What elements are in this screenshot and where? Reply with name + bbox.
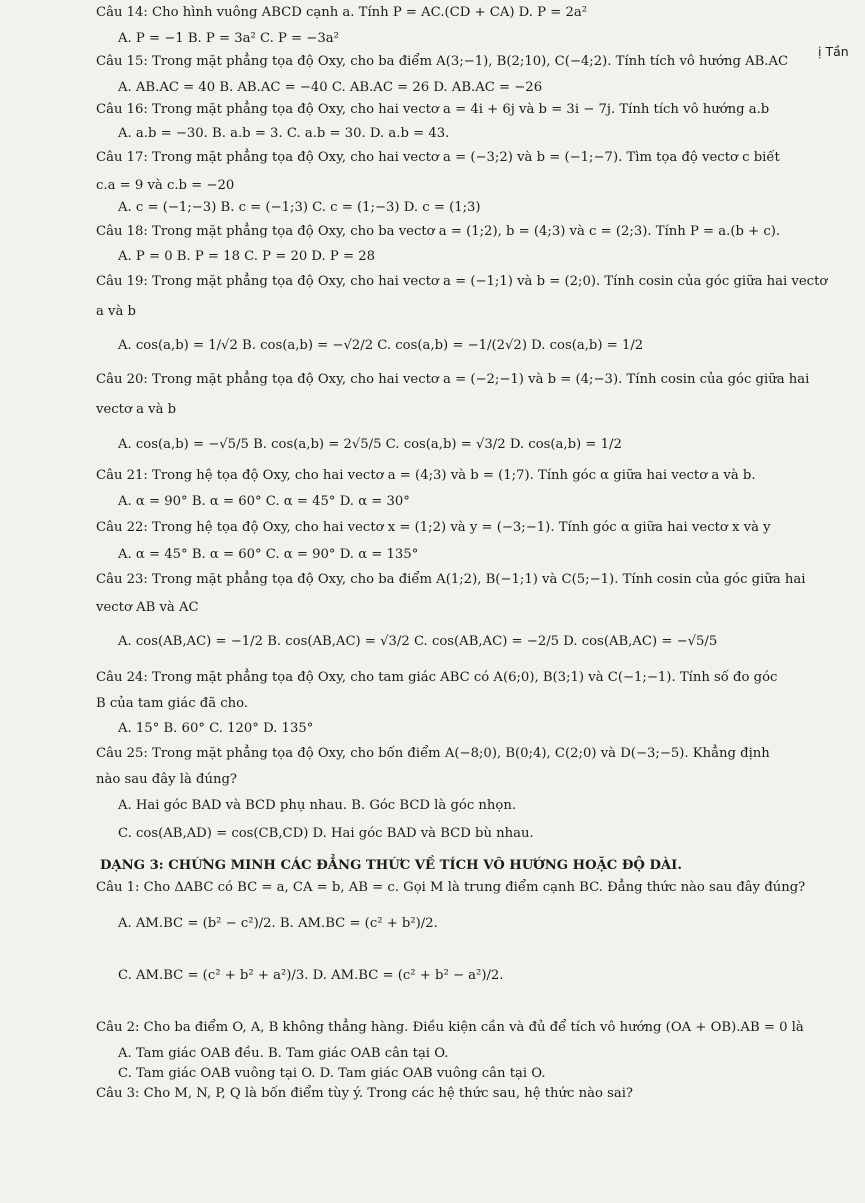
text-line: Câu 21: Trong hệ tọa độ Oxy, cho hai vectơ a = (4;3) và b = (1;7). Tính góc α giữa hai vectơ a và b. — [96, 468, 756, 483]
text-line: C. AM.BC = (c² + b² + a²)/3. D. AM.BC = (c² + b² − a²)/2. — [118, 968, 504, 983]
side-note: ị Tần — [818, 44, 849, 59]
text-line: Câu 25: Trong mặt phẳng tọa độ Oxy, cho bốn điểm A(−8;0), B(0;4), C(2;0) và D(−3;−5). Khẳng định — [96, 746, 770, 761]
text-line: A. c = (−1;−3) B. c = (−1;3) C. c = (1;−3) D. c = (1;3) — [118, 200, 481, 215]
text-line: B của tam giác đã cho. — [96, 696, 249, 711]
text-line: C. Tam giác OAB vuông tại O. D. Tam giác OAB vuông cân tại O. — [118, 1066, 546, 1081]
text-line: A. α = 45° B. α = 60° C. α = 90° D. α = 135° — [118, 547, 419, 562]
text-line: Câu 22: Trong hệ tọa độ Oxy, cho hai vectơ x = (1;2) và y = (−3;−1). Tính góc α giữa hai vectơ x và y — [96, 520, 771, 535]
text-line: A. a.b = −30. B. a.b = 3. C. a.b = 30. D. a.b = 43. — [118, 126, 450, 141]
text-line: A. α = 90° B. α = 60° C. α = 45° D. α = 30° — [118, 494, 410, 509]
text-line: A. AB.AC = 40 B. AB.AC = −40 C. AB.AC = 26 D. AB.AC = −26 — [118, 80, 543, 95]
text-line: Câu 1: Cho ΔABC có BC = a, CA = b, AB = c. Gọi M là trung điểm cạnh BC. Đẳng thức nào sau đây đúng? — [96, 880, 806, 895]
text-line: Câu 24: Trong mặt phẳng tọa độ Oxy, cho tam giác ABC có A(6;0), B(3;1) và C(−1;−1). Tính số đo góc — [96, 670, 778, 685]
text-line: vectơ AB và AC — [96, 600, 199, 615]
text-line: A. cos(AB,AC) = −1/2 B. cos(AB,AC) = √3/2 C. cos(AB,AC) = −2/5 D. cos(AB,AC) = −√5/5 — [118, 634, 718, 649]
text-line: A. cos(a,b) = 1/√2 B. cos(a,b) = −√2/2 C. cos(a,b) = −1/(2√2) D. cos(a,b) = 1/2 — [118, 338, 644, 353]
text-line: a và b — [96, 304, 137, 319]
text-line: Câu 14: Cho hình vuông ABCD cạnh a. Tính P = AC.(CD + CA) D. P = 2a² — [96, 5, 588, 20]
text-line: Câu 19: Trong mặt phẳng tọa độ Oxy, cho hai vectơ a = (−1;1) và b = (2;0). Tính cosin của góc giữa hai vectơ — [96, 274, 828, 289]
text-line: Câu 2: Cho ba điểm O, A, B không thẳng hàng. Điều kiện cần và đủ để tích vô hướng (OA + OB).AB = 0 là — [96, 1020, 804, 1035]
text-line: nào sau đây là đúng? — [96, 772, 237, 787]
text-line: Câu 3: Cho M, N, P, Q là bốn điểm tùy ý. Trong các hệ thức sau, hệ thức nào sai? — [96, 1086, 633, 1101]
text-line: Câu 16: Trong mặt phẳng tọa độ Oxy, cho hai vectơ a = 4i + 6j và b = 3i − 7j. Tính tích vô hướng a.b — [96, 102, 770, 117]
text-line: A. Hai góc BAD và BCD phụ nhau. B. Góc BCD là góc nhọn. — [118, 798, 517, 813]
text-line: Câu 20: Trong mặt phẳng tọa độ Oxy, cho hai vectơ a = (−2;−1) và b = (4;−3). Tính cosin của góc giữa hai — [96, 372, 810, 387]
text-line: Câu 23: Trong mặt phẳng tọa độ Oxy, cho ba điểm A(1;2), B(−1;1) và C(5;−1). Tính cosin của góc giữa hai — [96, 572, 806, 587]
text-line: C. cos(AB,AD) = cos(CB,CD) D. Hai góc BAD và BCD bù nhau. — [118, 826, 534, 841]
text-line: A. 15° B. 60° C. 120° D. 135° — [118, 721, 314, 736]
text-line: vectơ a và b — [96, 402, 177, 417]
text-line: A. cos(a,b) = −√5/5 B. cos(a,b) = 2√5/5 C. cos(a,b) = √3/2 D. cos(a,b) = 1/2 — [118, 437, 622, 452]
text-line: A. P = 0 B. P = 18 C. P = 20 D. P = 28 — [118, 249, 376, 264]
text-line: Câu 15: Trong mặt phẳng tọa độ Oxy, cho ba điểm A(3;−1), B(2;10), C(−4;2). Tính tích vô hướng AB.AC — [96, 54, 789, 69]
text-line: Câu 17: Trong mặt phẳng tọa độ Oxy, cho hai vectơ a = (−3;2) và b = (−1;−7). Tìm tọa độ vectơ c biết — [96, 150, 780, 165]
text-line: A. Tam giác OAB đều. B. Tam giác OAB cân tại O. — [118, 1046, 449, 1061]
text-line: Câu 18: Trong mặt phẳng tọa độ Oxy, cho ba vectơ a = (1;2), b = (4;3) và c = (2;3). Tính P = a.(b + c). — [96, 224, 781, 239]
text-line: DẠNG 3: CHỨNG MINH CÁC ĐẲNG THỨC VỀ TÍCH VÔ HƯỚNG HOẶC ĐỘ DÀI. — [100, 858, 682, 873]
text-line: A. AM.BC = (b² − c²)/2. B. AM.BC = (c² + b²)/2. — [118, 916, 438, 931]
text-line: A. P = −1 B. P = 3a² C. P = −3a² — [118, 31, 339, 46]
text-line: c.a = 9 và c.b = −20 — [96, 178, 235, 193]
